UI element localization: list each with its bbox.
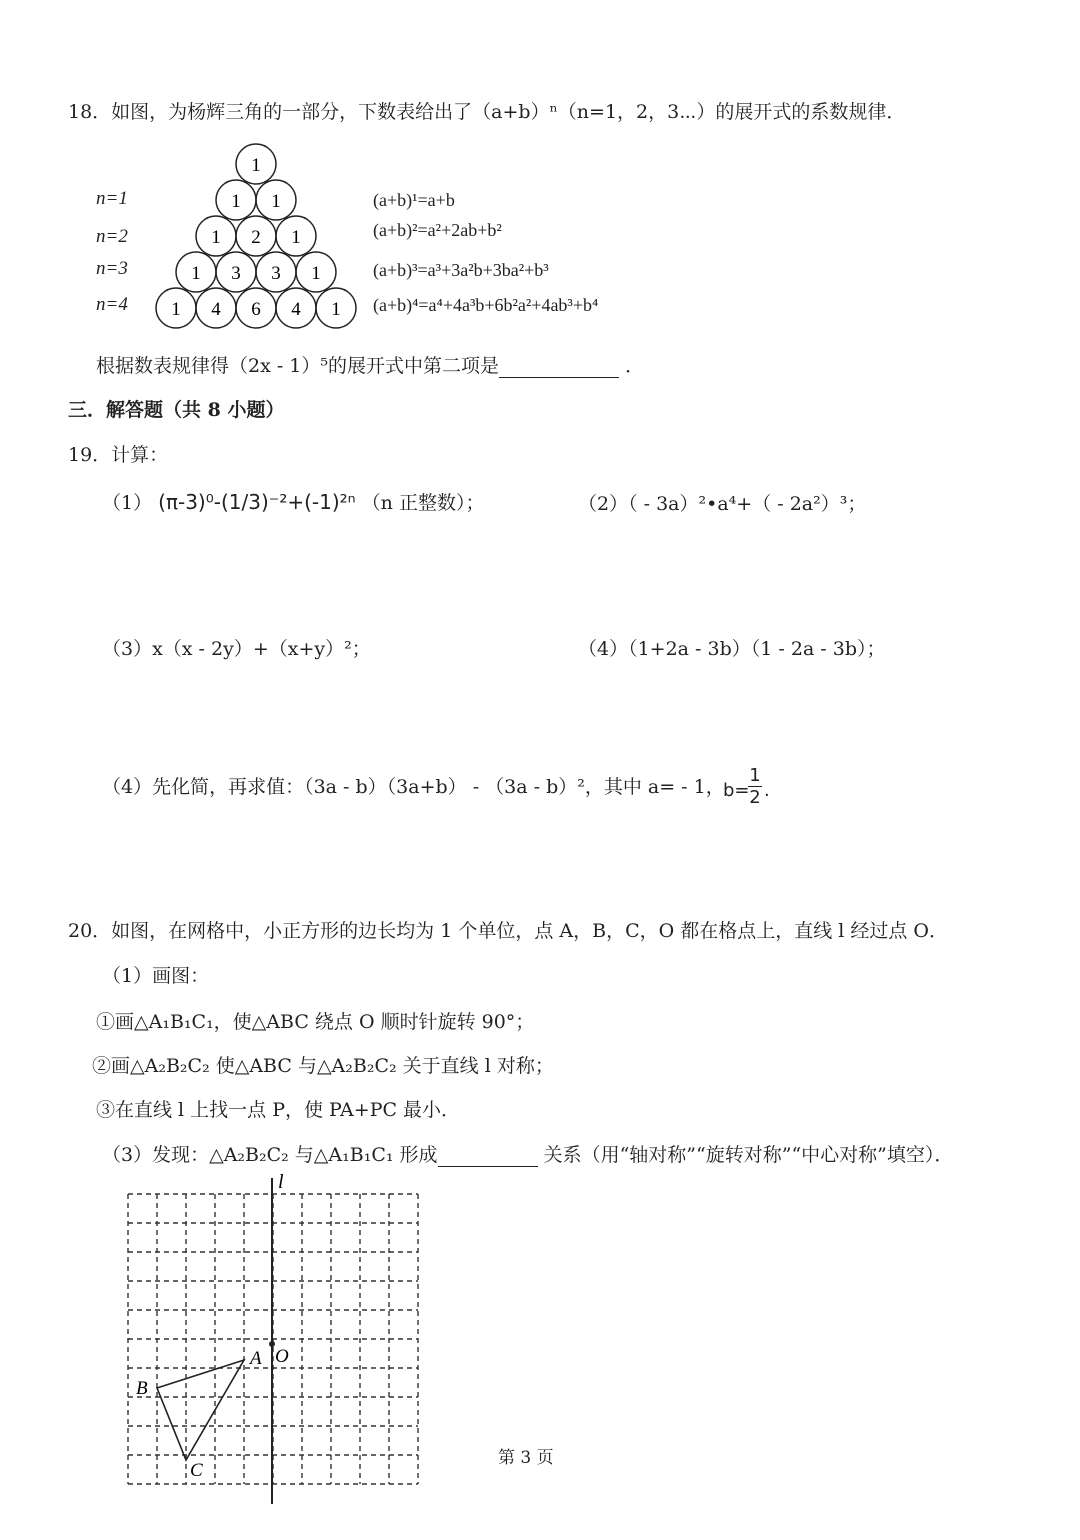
q20-part3-end: 关系（用“轴对称”“旋转对称”“中心对称”填空）． (543, 1144, 954, 1166)
page-number: 第 3 页 (498, 1448, 554, 1468)
row-label: n=2 (96, 226, 128, 247)
q19-part5-text: （4）先化简，再求值：（3a - b）（3a+b） - （3a - b）²，其中 a= - 1， (102, 776, 725, 798)
yanghui-triangle-figure (150, 140, 380, 340)
triangle-number: 2 (251, 227, 261, 248)
row-label: n=1 (96, 188, 128, 209)
q18-answer-blank[interactable] (499, 359, 619, 378)
triangle-circles (156, 144, 356, 328)
period: . (764, 780, 770, 801)
q18-question-text: 根据数表规律得（2x - 1）⁵的展开式中第二项是 (96, 355, 500, 377)
q19-stem: 19．计算： (68, 444, 169, 466)
triangle-number: 1 (171, 299, 181, 320)
triangle-number: 1 (231, 191, 241, 212)
triangle-number: 1 (311, 263, 321, 284)
q20-item2: ②画△A₂B₂C₂ 使△ABC 与△A₂B₂C₂ 关于直线 l 对称； (92, 1055, 554, 1077)
q19-part1 (102, 490, 484, 515)
grid-figure (110, 1170, 440, 1510)
expansion-item: (a+b)¹=a+b (373, 190, 455, 210)
section3-heading: 三．解答题（共 8 小题） (68, 399, 285, 421)
frac-num: 1 (749, 765, 761, 786)
q19-part4: （4）（1+2a - 3b）（1 - 2a - 3b）； (578, 638, 886, 660)
triangle-number: 4 (211, 299, 221, 320)
triangle-number: 1 (251, 155, 261, 176)
triangle-number: 3 (231, 263, 241, 284)
q19-part1-note: （n 正整数）； (361, 492, 485, 514)
q18-stem: 18．如图，为杨辉三角的一部分，下数表给出了（a+b）ⁿ（n=1，2，3⋯）的展开式的系数规律． (68, 101, 906, 123)
q20-part3 (102, 1143, 953, 1167)
row-label: n=4 (96, 294, 128, 315)
label-o: O (275, 1346, 289, 1367)
expansion-item: (a+b)³=a³+3a²b+3ba²+b³ (373, 260, 549, 280)
triangle-number: 3 (271, 263, 281, 284)
q20-part3-text: （3）发现：△A₂B₂C₂ 与△A₁B₁C₁ 形成 (102, 1144, 438, 1166)
q20-item3: ③在直线 l 上找一点 P，使 PA+PC 最小． (96, 1099, 461, 1121)
q19-part3: （3）x（x - 2y）+（x+y）²； (102, 638, 371, 660)
q20-item1: ①画△A₁B₁C₁，使△ABC 绕点 O 顺时针旋转 90°； (96, 1011, 535, 1033)
q18-question-end: ． (625, 355, 645, 377)
expansion-item: (a+b)²=a²+2ab+b² (373, 220, 502, 240)
q19-part1-label: （1） (102, 492, 153, 514)
q19-part2: （2）（ - 3a）²•a⁴+（ - 2a²）³； (578, 493, 867, 515)
q19-part5 (102, 775, 725, 799)
triangle-number: 1 (331, 299, 341, 320)
triangle-number: 1 (271, 191, 281, 212)
triangle-number: 1 (291, 227, 301, 248)
expansion-item: (a+b)⁴=a⁴+4a³b+6b²a²+4ab³+b⁴ (373, 295, 599, 315)
triangle-abc (157, 1360, 244, 1460)
label-l: l (278, 1171, 284, 1193)
q20-stem: 20．如图，在网格中，小正方形的边长均为 1 个单位，点 A，B，C，O 都在格点上，直线 l 经过点 O． (68, 920, 948, 942)
q20-answer-blank[interactable] (438, 1148, 538, 1167)
fraction (748, 766, 762, 809)
triangle-number: 4 (291, 299, 301, 320)
label-b: B (136, 1378, 148, 1399)
frac-den: 2 (749, 787, 761, 808)
triangle-number: 1 (191, 263, 201, 284)
triangle-number: 6 (251, 299, 261, 320)
triangle-number: 1 (211, 227, 221, 248)
b-label: b= (723, 780, 750, 801)
row-label: n=3 (96, 258, 128, 279)
label-c: C (190, 1460, 203, 1481)
label-a: A (250, 1348, 262, 1369)
q19-part1-expr: (π-3)⁰-(1/3)⁻²+(-1)²ⁿ (158, 490, 356, 514)
q18-question (96, 354, 644, 378)
q20-part1: （1）画图： (102, 965, 210, 987)
